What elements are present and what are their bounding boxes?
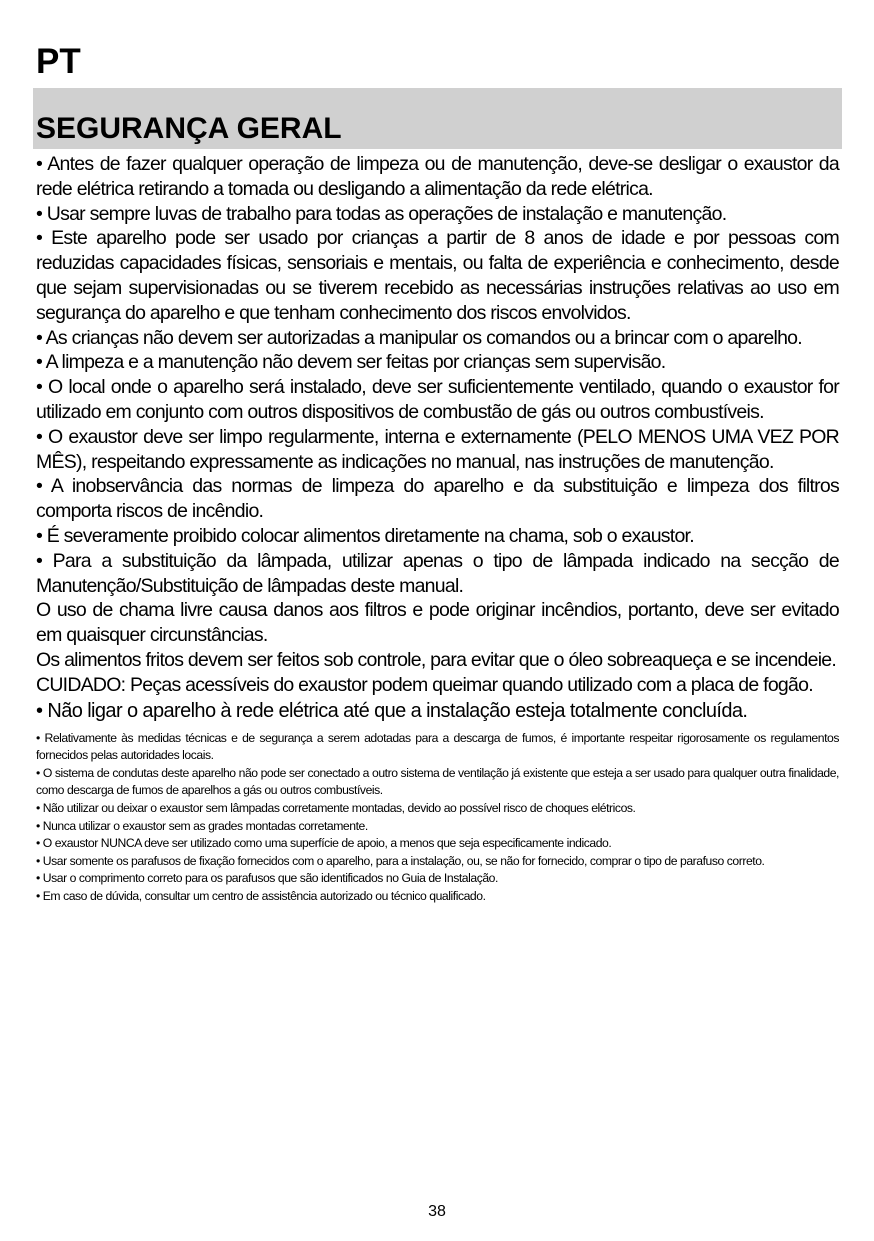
safety-paragraph: • A inobservância das normas de limpeza do aparelho e da substituição e limpeza dos filtros comporta riscos de incêndio. [36,475,839,523]
page-number: 38 [428,1203,446,1220]
section-header-bar [33,88,842,149]
technical-note: • O sistema de condutas deste aparelho não pode ser conectado a outro sistema de ventilação já existente que esteja a ser usado para qualquer outra finalidade, como descarga de fumos de aparelhos a gás ou outros combustíveis. [36,765,839,798]
technical-note: • Relativamente às medidas técnicas e de segurança a serem adotadas para a descarga de fumos, é importante respeitar rigorosamente os regulamentos fornecidos pelas autoridades locais. [36,730,839,763]
safety-paragraph: • Este aparelho pode ser usado por crianças a partir de 8 anos de idade e por pessoas com reduzidas capacidades físicas, sensoriais e mentais, ou falta de experiência e conhecimento, desde que sejam supervisionadas ou se tiverem recebido as necessárias instruções relativas ao uso em segurança do aparelho e que tenham conhecimento dos riscos envolvidos. [36,227,839,324]
emphasis-paragraph: • Não ligar o aparelho à rede elétrica até que a instalação esteja totalmente concluída. [36,699,748,722]
safety-paragraph: • Antes de fazer qualquer operação de limpeza ou de manutenção, deve-se desligar o exaustor da rede elétrica retirando a tomada ou desligando a alimentação da rede elétrica. [36,153,839,200]
technical-note: • Em caso de dúvida, consultar um centro de assistência autorizado ou técnico qualificado. [36,888,486,903]
section-title: SEGURANÇA GERAL [36,112,342,145]
language-code: PT [36,42,81,81]
technical-note: • O exaustor NUNCA deve ser utilizado como uma superfície de apoio, a menos que seja especificamente indicado. [36,836,612,851]
safety-paragraph: • O local onde o aparelho será instalado, deve ser suficientemente ventilado, quando o exaustor for utilizado em conjunto com outros dispositivos de combustão de gás ou outros combustíveis. [36,376,839,423]
safety-paragraph: • O exaustor deve ser limpo regularmente, interna e externamente (PELO MENOS UMA VEZ POR MÊS), respeitando expressamente as indicações no manual, nas instruções de manutenção. [36,425,839,473]
technical-note: • Usar somente os parafusos de fixação fornecidos com o aparelho, para a instalação, ou, se não for fornecido, comprar o tipo de parafuso correto. [36,853,765,868]
technical-note: • Usar o comprimento correto para os parafusos que são identificados no Guia de Instalação. [36,871,498,886]
safety-paragraph: • A limpeza e a manutenção não devem ser feitas por crianças sem supervisão. [36,351,666,374]
safety-paragraph: O uso de chama livre causa danos aos filtros e pode originar incêndios, portanto, deve ser evitado em quaisquer circunstâncias. [36,599,839,647]
caution-paragraph: CUIDADO: Peças acessíveis do exaustor podem queimar quando utilizado com a placa de fogão. [36,673,813,696]
technical-note: • Nunca utilizar o exaustor sem as grades montadas corretamente. [36,818,368,833]
safety-paragraph: Os alimentos fritos devem ser feitos sob controle, para evitar que o óleo sobreaqueça e se incendeie. [36,648,837,671]
safety-paragraph: • É severamente proibido colocar alimentos diretamente na chama, sob o exaustor. [36,524,694,547]
safety-content [36,152,839,905]
safety-paragraph: • As crianças não devem ser autorizadas a manipular os comandos ou a brincar com o aparelho. [36,326,802,349]
technical-notes [36,730,839,906]
technical-note: • Não utilizar ou deixar o exaustor sem lâmpadas corretamente montadas, devido ao possível risco de choques elétricos. [36,800,636,815]
safety-paragraph: • Usar sempre luvas de trabalho para todas as operações de instalação e manutenção. [36,202,727,225]
safety-paragraph: • Para a substituição da lâmpada, utilizar apenas o tipo de lâmpada indicado na secção de Manutenção/Substituição de lâmpadas deste manual. [36,549,839,597]
